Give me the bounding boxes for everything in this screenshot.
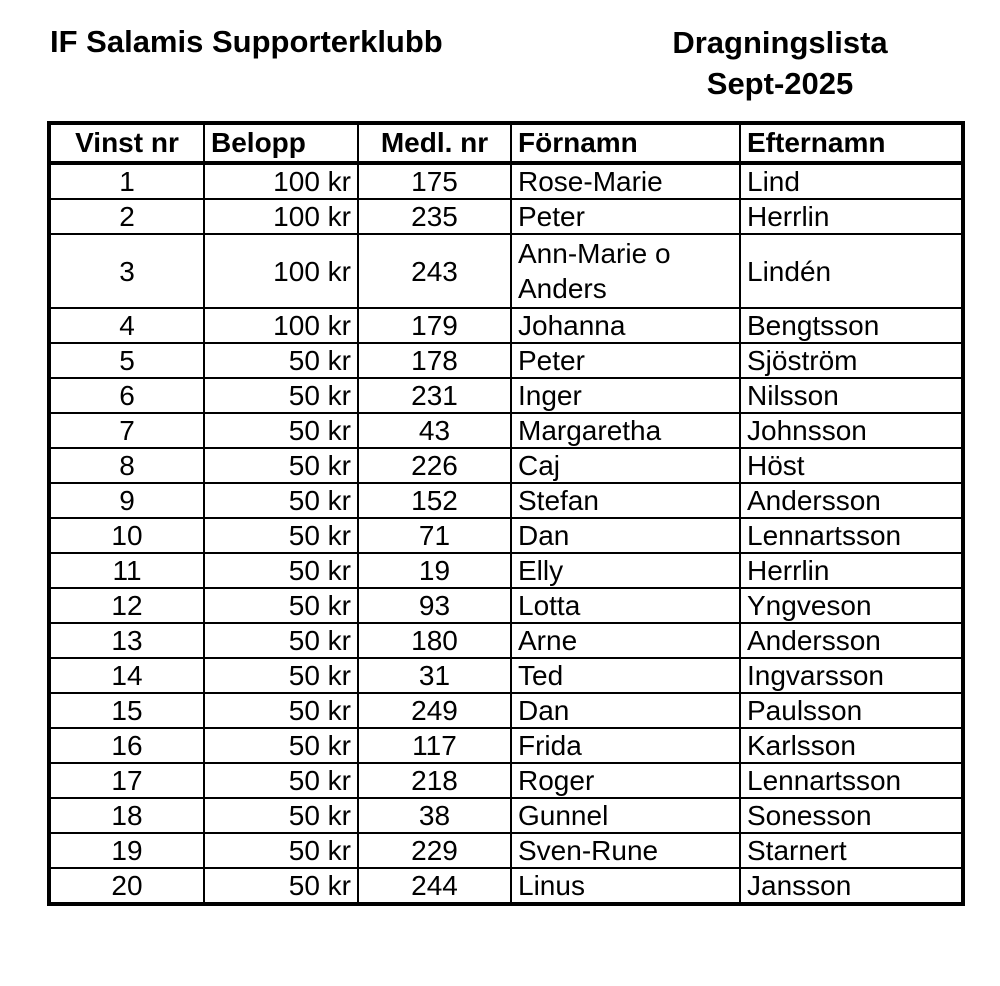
cell-fornamn: Peter: [511, 199, 740, 234]
cell-efternamn: Lennartsson: [740, 763, 963, 798]
cell-efternamn: Starnert: [740, 833, 963, 868]
cell-efternamn: Yngveson: [740, 588, 963, 623]
cell-medl-nr: 218: [358, 763, 511, 798]
cell-vinst-nr: 8: [49, 448, 204, 483]
table-row: [49, 413, 963, 448]
cell-belopp: 50 kr: [204, 588, 358, 623]
table-row: [49, 343, 963, 378]
list-title: Dragningslista: [672, 25, 888, 60]
cell-belopp: 50 kr: [204, 868, 358, 904]
cell-belopp: 50 kr: [204, 623, 358, 658]
cell-efternamn: Andersson: [740, 623, 963, 658]
cell-efternamn: Bengtsson: [740, 308, 963, 343]
cell-fornamn: Dan: [511, 693, 740, 728]
table-row: [49, 763, 963, 798]
cell-fornamn: Rose-Marie: [511, 163, 740, 199]
cell-fornamn: Margaretha: [511, 413, 740, 448]
cell-medl-nr: 178: [358, 343, 511, 378]
cell-medl-nr: 93: [358, 588, 511, 623]
cell-vinst-nr: 20: [49, 868, 204, 904]
cell-fornamn: Sven-Rune: [511, 833, 740, 868]
cell-vinst-nr: 10: [49, 518, 204, 553]
draw-list-title: [620, 22, 940, 104]
cell-efternamn: Höst: [740, 448, 963, 483]
cell-fornamn: Elly: [511, 553, 740, 588]
column-header-vinst-nr: Vinst nr: [49, 123, 204, 163]
cell-belopp: 50 kr: [204, 378, 358, 413]
cell-efternamn: Nilsson: [740, 378, 963, 413]
cell-fornamn: Arne: [511, 623, 740, 658]
table-row: [49, 199, 963, 234]
cell-fornamn: Stefan: [511, 483, 740, 518]
cell-fornamn: Dan: [511, 518, 740, 553]
cell-fornamn: Linus: [511, 868, 740, 904]
draw-table: [47, 121, 965, 906]
cell-medl-nr: 235: [358, 199, 511, 234]
cell-belopp: 100 kr: [204, 308, 358, 343]
table-row: [49, 868, 963, 904]
cell-medl-nr: 38: [358, 798, 511, 833]
cell-medl-nr: 43: [358, 413, 511, 448]
cell-fornamn: Caj: [511, 448, 740, 483]
cell-belopp: 50 kr: [204, 483, 358, 518]
cell-medl-nr: 180: [358, 623, 511, 658]
cell-efternamn: Herrlin: [740, 553, 963, 588]
cell-belopp: 50 kr: [204, 343, 358, 378]
table-row: [49, 234, 963, 308]
cell-fornamn: Gunnel: [511, 798, 740, 833]
cell-vinst-nr: 14: [49, 658, 204, 693]
cell-belopp: 100 kr: [204, 199, 358, 234]
cell-fornamn: Frida: [511, 728, 740, 763]
cell-vinst-nr: 18: [49, 798, 204, 833]
cell-belopp: 50 kr: [204, 798, 358, 833]
column-header-medl-nr: Medl. nr: [358, 123, 511, 163]
cell-medl-nr: 244: [358, 868, 511, 904]
cell-medl-nr: 179: [358, 308, 511, 343]
column-header-fornamn: Förnamn: [511, 123, 740, 163]
cell-fornamn: Inger: [511, 378, 740, 413]
cell-medl-nr: 175: [358, 163, 511, 199]
cell-fornamn: Peter: [511, 343, 740, 378]
table-body: [49, 163, 963, 904]
cell-fornamn: Ann-Marie o Anders: [511, 234, 740, 308]
cell-medl-nr: 243: [358, 234, 511, 308]
cell-belopp: 50 kr: [204, 413, 358, 448]
cell-belopp: 50 kr: [204, 448, 358, 483]
cell-medl-nr: 229: [358, 833, 511, 868]
club-title: IF Salamis Supporterklubb: [50, 24, 443, 59]
column-header-belopp: Belopp: [204, 123, 358, 163]
cell-fornamn: Ted: [511, 658, 740, 693]
table-row: [49, 728, 963, 763]
cell-efternamn: Karlsson: [740, 728, 963, 763]
table-row: [49, 163, 963, 199]
cell-belopp: 50 kr: [204, 833, 358, 868]
table-row: [49, 693, 963, 728]
cell-medl-nr: 231: [358, 378, 511, 413]
cell-fornamn: Lotta: [511, 588, 740, 623]
cell-belopp: 50 kr: [204, 553, 358, 588]
table-row: [49, 658, 963, 693]
cell-belopp: 50 kr: [204, 658, 358, 693]
cell-belopp: 50 kr: [204, 518, 358, 553]
cell-vinst-nr: 6: [49, 378, 204, 413]
cell-fornamn: Johanna: [511, 308, 740, 343]
cell-vinst-nr: 17: [49, 763, 204, 798]
cell-efternamn: Herrlin: [740, 199, 963, 234]
cell-vinst-nr: 13: [49, 623, 204, 658]
cell-medl-nr: 117: [358, 728, 511, 763]
cell-belopp: 100 kr: [204, 163, 358, 199]
cell-medl-nr: 152: [358, 483, 511, 518]
table-row: [49, 833, 963, 868]
cell-efternamn: Paulsson: [740, 693, 963, 728]
cell-efternamn: Johnsson: [740, 413, 963, 448]
cell-vinst-nr: 5: [49, 343, 204, 378]
cell-efternamn: Ingvarsson: [740, 658, 963, 693]
table-row: [49, 798, 963, 833]
cell-medl-nr: 226: [358, 448, 511, 483]
cell-medl-nr: 249: [358, 693, 511, 728]
cell-vinst-nr: 15: [49, 693, 204, 728]
table-row: [49, 623, 963, 658]
cell-belopp: 50 kr: [204, 693, 358, 728]
cell-efternamn: Lind: [740, 163, 963, 199]
cell-efternamn: Lennartsson: [740, 518, 963, 553]
cell-efternamn: Jansson: [740, 868, 963, 904]
table-header-row: [49, 123, 963, 163]
table-row: [49, 553, 963, 588]
table-row: [49, 588, 963, 623]
cell-medl-nr: 71: [358, 518, 511, 553]
cell-belopp: 100 kr: [204, 234, 358, 308]
cell-medl-nr: 19: [358, 553, 511, 588]
cell-vinst-nr: 9: [49, 483, 204, 518]
cell-medl-nr: 31: [358, 658, 511, 693]
cell-efternamn: Sonesson: [740, 798, 963, 833]
table-row: [49, 378, 963, 413]
cell-vinst-nr: 3: [49, 234, 204, 308]
cell-efternamn: Sjöström: [740, 343, 963, 378]
table-row: [49, 518, 963, 553]
table-row: [49, 483, 963, 518]
cell-vinst-nr: 11: [49, 553, 204, 588]
cell-efternamn: Andersson: [740, 483, 963, 518]
cell-vinst-nr: 2: [49, 199, 204, 234]
cell-belopp: 50 kr: [204, 763, 358, 798]
cell-fornamn: Roger: [511, 763, 740, 798]
table-row: [49, 308, 963, 343]
cell-vinst-nr: 4: [49, 308, 204, 343]
cell-belopp: 50 kr: [204, 728, 358, 763]
cell-vinst-nr: 16: [49, 728, 204, 763]
cell-vinst-nr: 12: [49, 588, 204, 623]
cell-efternamn: Lindén: [740, 234, 963, 308]
cell-vinst-nr: 7: [49, 413, 204, 448]
cell-vinst-nr: 19: [49, 833, 204, 868]
period-label: Sept-2025: [706, 66, 854, 101]
table-row: [49, 448, 963, 483]
cell-vinst-nr: 1: [49, 163, 204, 199]
column-header-efternamn: Efternamn: [740, 123, 963, 163]
